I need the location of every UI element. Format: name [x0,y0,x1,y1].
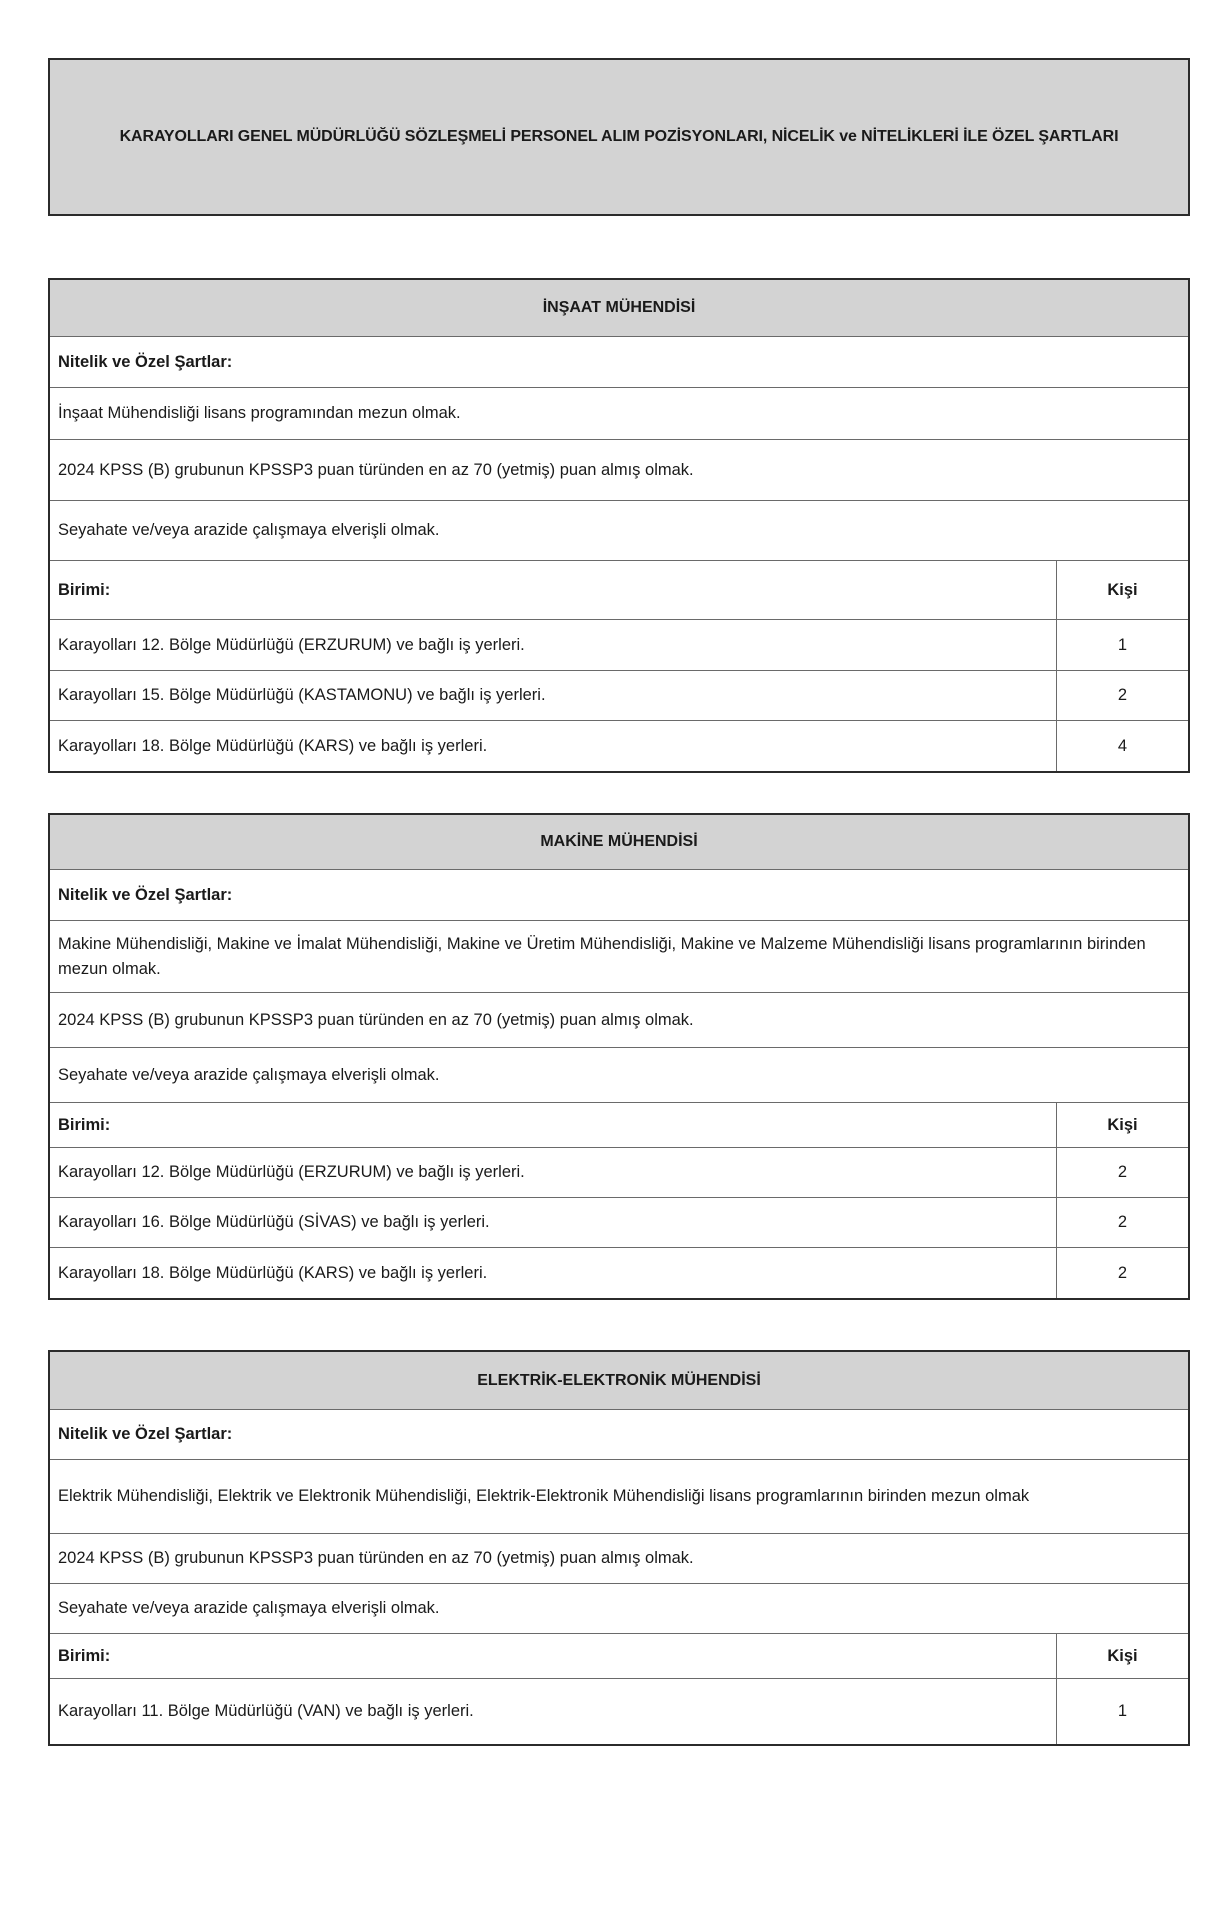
unit-column-header: Birimi: [58,1115,111,1134]
unit-count: 1 [1056,620,1188,670]
section-heading: ELEKTRİK-ELEKTRONİK MÜHENDİSİ [50,1352,1188,1410]
requirement-item: Seyahate ve/veya arazide çalışmaya elverişli olmak. [50,1048,1188,1103]
requirement-item: Seyahate ve/veya arazide çalışmaya elverişli olmak. [50,1584,1188,1634]
units-header-row [50,561,1188,620]
requirement-item: 2024 KPSS (B) grubunun KPSSP3 puan türünden en az 70 (yetmiş) puan almış olmak. [50,1534,1188,1584]
unit-name: Karayolları 15. Bölge Müdürlüğü (KASTAMONU) ve bağlı iş yerleri. [58,686,546,704]
unit-count: 1 [1056,1679,1188,1744]
unit-count: 2 [1056,1248,1188,1298]
position-section-elektrik [48,1350,1190,1746]
unit-name: Karayolları 12. Bölge Müdürlüğü (ERZURUM) ve bağlı iş yerleri. [58,635,525,654]
unit-count: 4 [1056,721,1188,771]
requirements-label: Nitelik ve Özel Şartlar: [50,337,1188,388]
unit-count: 2 [1056,1148,1188,1197]
requirements-label: Nitelik ve Özel Şartlar: [50,870,1188,921]
table-row [50,1679,1188,1744]
count-column-header: Kişi [1056,1634,1188,1678]
table-row [50,620,1188,671]
unit-count: 2 [1056,1198,1188,1247]
position-section-makine [48,813,1190,1300]
table-row [50,1248,1188,1298]
position-section-insaat [48,278,1190,773]
requirements-label: Nitelik ve Özel Şartlar: [50,1410,1188,1460]
section-heading: İNŞAAT MÜHENDİSİ [50,280,1188,337]
table-row [50,671,1188,721]
document-title-box [48,58,1190,216]
unit-column-header: Birimi: [58,1646,111,1665]
units-header-row [50,1103,1188,1148]
unit-column-header: Birimi: [58,580,111,599]
unit-name: Karayolları 16. Bölge Müdürlüğü (SİVAS) ve bağlı iş yerleri. [58,1213,490,1231]
unit-name: Karayolları 11. Bölge Müdürlüğü (VAN) ve bağlı iş yerleri. [58,1702,474,1720]
count-column-header: Kişi [1056,1103,1188,1147]
requirement-item: Makine Mühendisliği, Makine ve İmalat Mühendisliği, Makine ve Üretim Mühendisliği, Makine ve Malzeme Mühendisliği lisans programlarının birinden mezun olmak. [50,921,1188,993]
requirement-item: 2024 KPSS (B) grubunun KPSSP3 puan türünden en az 70 (yetmiş) puan almış olmak. [50,440,1188,501]
requirement-item: Elektrik Mühendisliği, Elektrik ve Elektronik Mühendisliği, Elektrik-Elektronik Mühendisliği lisans programlarının birinden mezun olmak [50,1460,1188,1534]
table-row [50,721,1188,771]
table-row [50,1198,1188,1248]
unit-name: Karayolları 18. Bölge Müdürlüğü (KARS) ve bağlı iş yerleri. [58,1263,488,1282]
section-heading: MAKİNE MÜHENDİSİ [50,815,1188,870]
table-row [50,1148,1188,1198]
document-title: KARAYOLLARI GENEL MÜDÜRLÜĞÜ SÖZLEŞMELİ PERSONEL ALIM POZİSYONLARI, NİCELİK ve NİTELİKLERİ İLE ÖZEL ŞARTLARI [119,128,1119,145]
requirement-item: Seyahate ve/veya arazide çalışmaya elverişli olmak. [50,501,1188,561]
units-header-row [50,1634,1188,1679]
requirement-item: 2024 KPSS (B) grubunun KPSSP3 puan türünden en az 70 (yetmiş) puan almış olmak. [50,993,1188,1048]
unit-name: Karayolları 12. Bölge Müdürlüğü (ERZURUM) ve bağlı iş yerleri. [58,1163,525,1181]
count-column-header: Kişi [1056,561,1188,619]
requirement-item: İnşaat Mühendisliği lisans programından mezun olmak. [50,388,1188,440]
unit-count: 2 [1056,671,1188,720]
unit-name: Karayolları 18. Bölge Müdürlüğü (KARS) ve bağlı iş yerleri. [58,736,488,755]
